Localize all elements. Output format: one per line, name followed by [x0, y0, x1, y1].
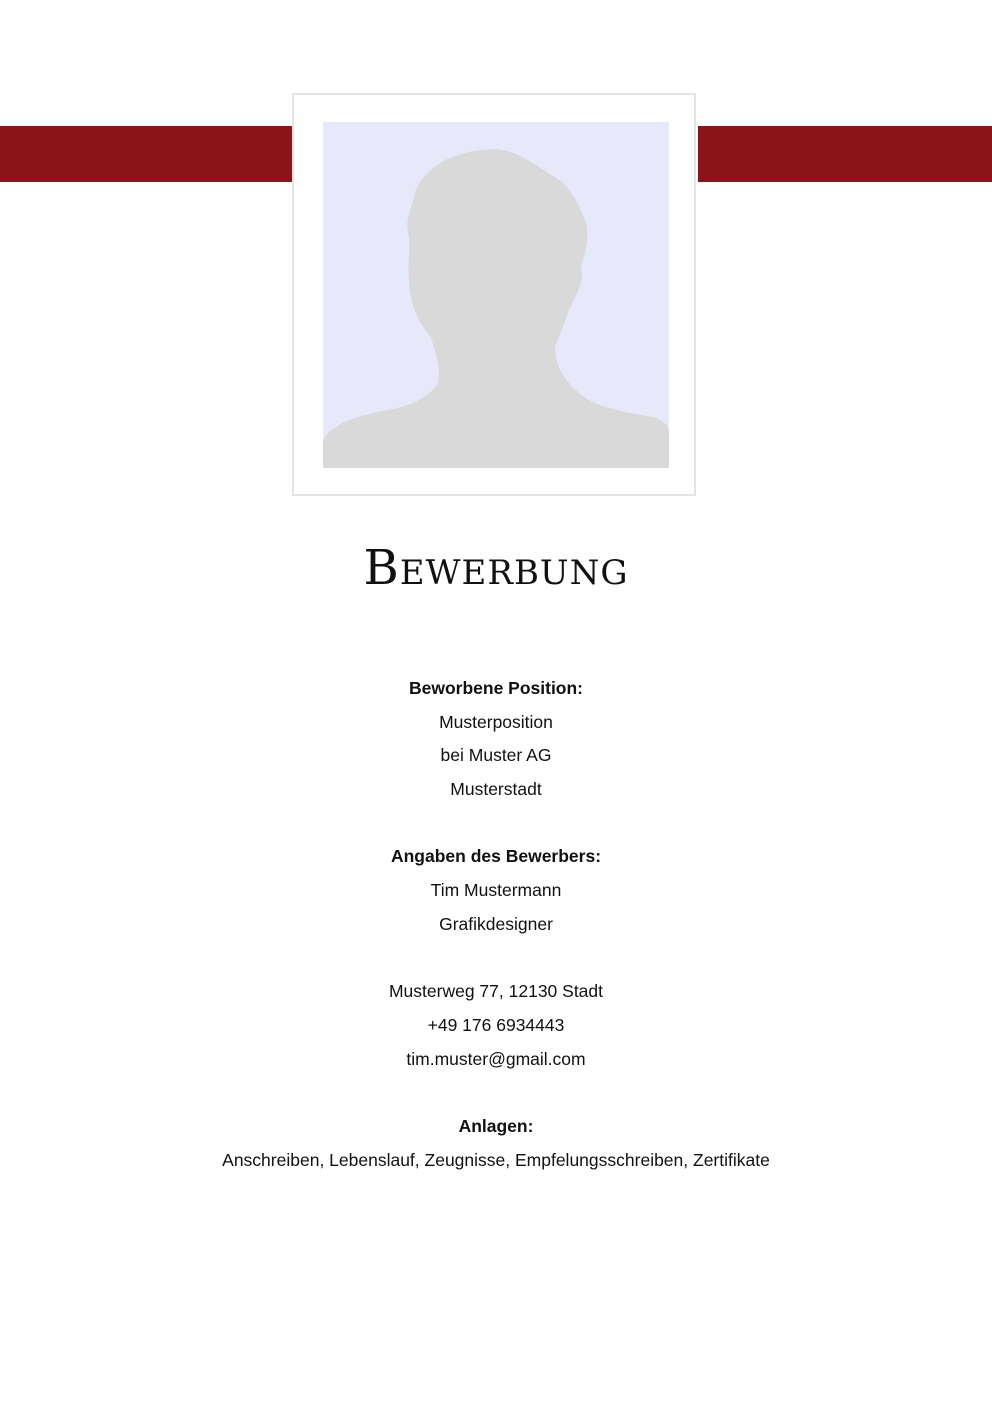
applicant-profession: Grafikdesigner — [439, 913, 553, 934]
decorative-band-right — [698, 126, 992, 182]
spacer — [0, 1076, 992, 1110]
position-title: Musterposition — [439, 711, 553, 732]
attachments-list: Anschreiben, Lebenslauf, Zeugnisse, Empfelungsschreiben, Zertifikate — [222, 1149, 770, 1170]
position-company: bei Muster AG — [440, 745, 552, 766]
attachments-heading: Anlagen: — [458, 1115, 534, 1136]
applicant-phone: +49 176 6934443 — [427, 1014, 565, 1035]
applicant-photo-placeholder — [323, 122, 669, 468]
applicant-email: tim.muster@gmail.com — [406, 1048, 586, 1069]
position-heading: Beworbene Position: — [408, 678, 584, 698]
application-info — [0, 672, 992, 1177]
person-silhouette-icon — [323, 122, 669, 468]
decorative-band-left — [0, 126, 292, 182]
applicant-name: Tim Mustermann — [430, 880, 562, 901]
page-title: Bewerbung — [363, 540, 629, 596]
spacer — [0, 942, 992, 976]
spacer — [0, 807, 992, 841]
position-city: Musterstadt — [450, 779, 542, 800]
photo-frame — [292, 93, 696, 496]
applicant-address: Musterweg 77, 12130 Stadt — [388, 981, 604, 1002]
applicant-heading: Angaben des Bewerbers: — [390, 846, 602, 867]
